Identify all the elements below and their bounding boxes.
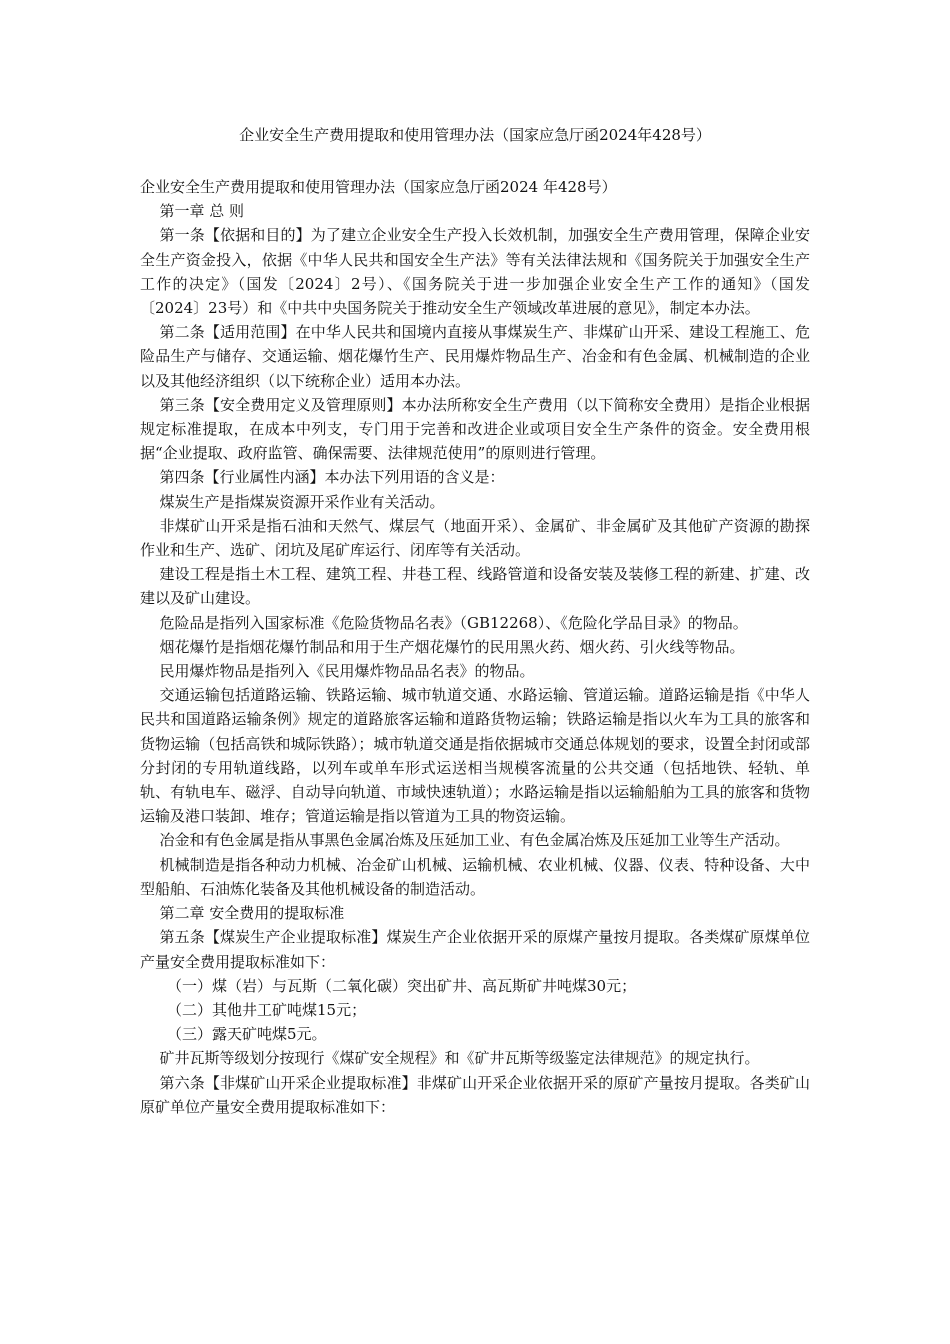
article-paragraph: 第四条【行业属性内涵】本办法下列用语的含义是： — [159, 468, 505, 487]
page-title: 企业安全生产费用提取和使用管理办法（国家应急厅函2024年428号） — [239, 126, 711, 144]
article-paragraph: 第一条【依据和目的】为了建立企业安全生产投入长效机制，加强安全生产费用管理，保障企业安全生产资金投入，依据《中华人民共和国安全生产法》等有关法律法规和《国务院关于加强安全生产工作的决定》（国发〔2024〕2号）、《国务院关于进一步加强企业安全生产工作的通知》（国发〔2024〕23号）和《中共中央国务院关于推动安全生产领域改革进展的意见》，制定本办法。 — [140, 226, 810, 318]
definition-paragraph: 非煤矿山开采是指石油和天然气、煤层气（地面开采）、金属矿、非金属矿及其他矿产资源的勘探作业和生产、选矿、闭坑及尾矿库运行、闭库等有关活动。 — [140, 516, 810, 560]
definition-paragraph: 危险品是指列入国家标准《危险货物品名表》（GB12268）、《危险化学品目录》的物品。 — [159, 613, 748, 632]
article-paragraph: 第三条【安全费用定义及管理原则】本办法所称安全生产费用（以下简称安全费用）是指企业根据规定标准提取，在成本中列支，专门用于完善和改进企业或项目安全生产条件的资金。安全费用根据“企业提取、政府监管、确保需要、法律规范使用”的原则进行管理。 — [140, 395, 810, 463]
definition-paragraph: 交通运输包括道路运输、铁路运输、城市轨道交通、水路运输、管道运输。道路运输是指《中华人民共和国道路运输条例》规定的道路旅客运输和道路货物运输；铁路运输是指以火车为工具的旅客和货物运输（包括高铁和城际铁路）；城市轨道交通是指依据城市交通总体规划的要求，设置全封闭或部分封闭的专用轨道线路，以列车或单车形式运送相当规模客流量的公共交通（包括地铁、轻轨、单轨、有轨电车、磁浮、自动导向轨道、市域快速轨道）；水路运输是指以运输船舶为工具的旅客和货物运输及港口装卸、堆存；管道运输是指以管道为工具的物资运输。 — [140, 686, 810, 826]
list-item: （二）其他井工矿吨煤15元； — [167, 1000, 367, 1019]
list-item: （三）露天矿吨煤5元。 — [167, 1025, 327, 1044]
article-paragraph: 矿井瓦斯等级划分按现行《煤矿安全规程》和《矿井瓦斯等级鉴定法律规范》的规定执行。 — [159, 1049, 760, 1068]
chapter-heading: 第二章 安全费用的提取标准 — [159, 904, 345, 923]
article-paragraph: 第二条【适用范围】在中华人民共和国境内直接从事煤炭生产、非煤矿山开采、建设工程施工、危险品生产与储存、交通运输、烟花爆竹生产、民用爆炸物品生产、冶金和有色金属、机械制造的企业以及其他经济组织（以下统称企业）适用本办法。 — [140, 323, 810, 390]
definition-paragraph: 烟花爆竹是指烟花爆竹制品和用于生产烟花爆竹的民用黑火药、烟火药、引火线等物品。 — [159, 637, 745, 656]
definition-paragraph: 建设工程是指土木工程、建筑工程、井巷工程、线路管道和设备安装及装修工程的新建、扩建、改建以及矿山建设。 — [140, 565, 810, 608]
article-paragraph: 第六条【非煤矿山开采企业提取标准】非煤矿山开采企业依据开采的原矿产量按月提取。各类矿山原矿单位产量安全费用提取标准如下： — [140, 1073, 810, 1116]
definition-paragraph: 煤炭生产是指煤炭资源开采作业有关活动。 — [159, 492, 445, 511]
definition-paragraph: 民用爆炸物品是指列入《民用爆炸物品品名表》的物品。 — [159, 662, 535, 681]
definition-paragraph: 机械制造是指各种动力机械、冶金矿山机械、运输机械、农业机械、仪器、仪表、特种设备、大中型船舶、石油炼化装备及其他机械设备的制造活动。 — [140, 855, 810, 898]
definition-paragraph: 冶金和有色金属是指从事黑色金属冶炼及压延加工业、有色金属冶炼及压延加工业等生产活动。 — [159, 831, 790, 850]
document-subtitle: 企业安全生产费用提取和使用管理办法（国家应急厅函2024 年428号） — [140, 178, 617, 196]
document-body — [140, 175, 810, 1119]
list-item: （一）煤（岩）与瓦斯（二氧化碳）突出矿井、高瓦斯矿井吨煤30元； — [167, 976, 637, 995]
chapter-heading: 第一章 总 则 — [159, 202, 245, 221]
article-paragraph: 第五条【煤炭生产企业提取标准】煤炭生产企业依据开采的原煤产量按月提取。各类煤矿原煤单位产量安全费用提取标准如下： — [140, 928, 810, 971]
